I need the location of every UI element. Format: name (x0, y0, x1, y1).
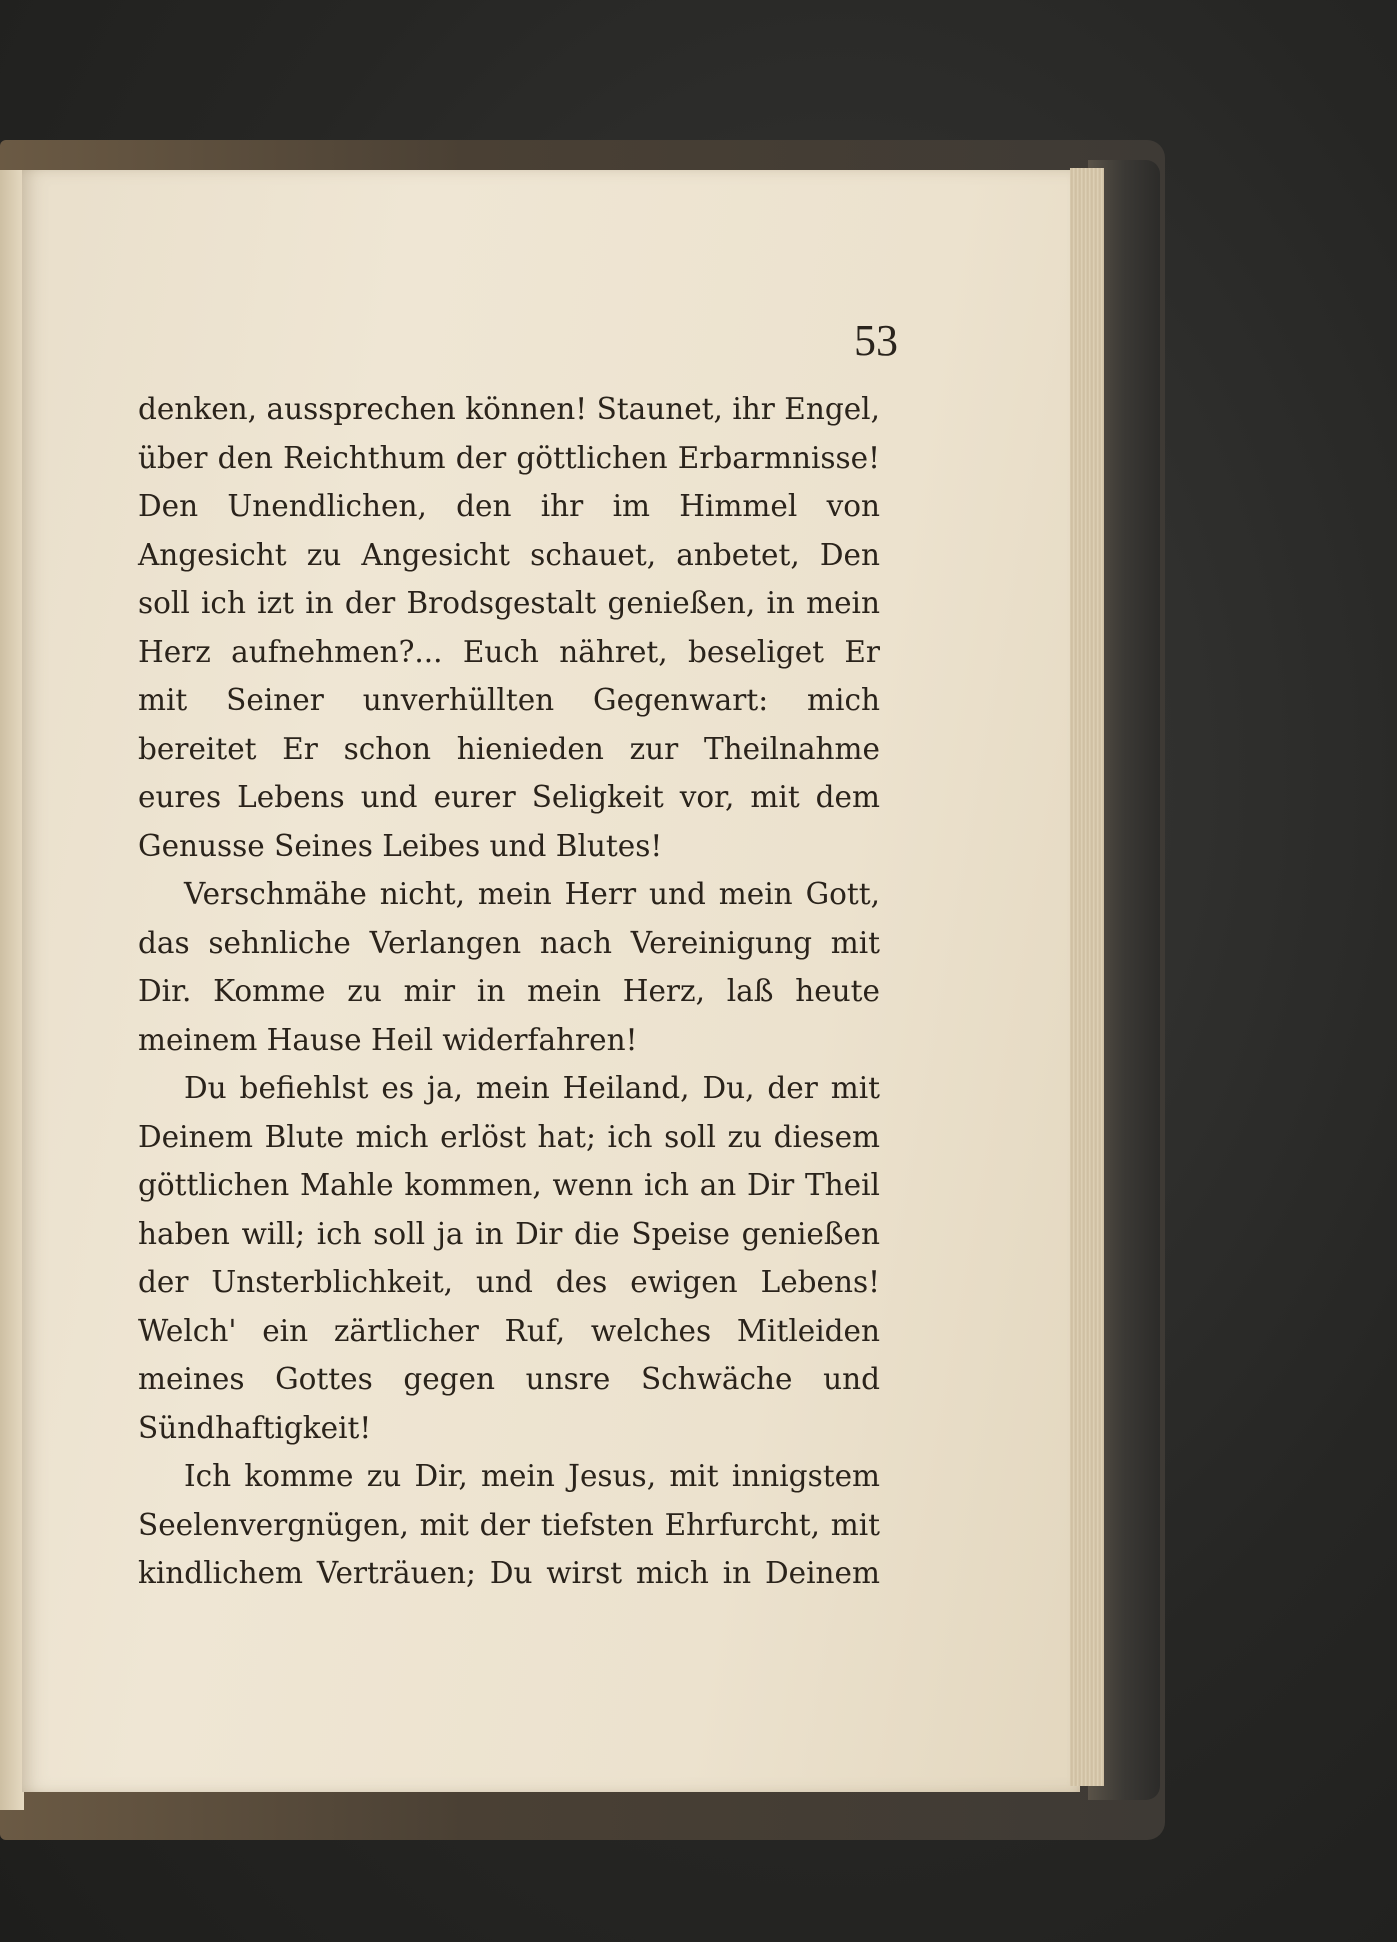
paragraph-4: Ich komme zu Dir, mein Jesus, mit innigstem Seelenvergnügen, mit der tiefsten Ehrfurcht, mit kindlichem Verträuen; Du wirst mich in Deinem (138, 1459, 880, 1590)
paragraph-1: denken, aussprechen können! Staunet, ihr Engel, über den Reichthum der göttlichen Erbarmnisse! Den Unendlichen, den ihr im Himmel von Angesicht zu Angesicht schauet, anbetet, Den soll ich izt in der Brodsgestalt genießen, in mein Herz aufnehmen?... Euch nähret, beseliget Er mit Seiner unverhüllten Gegenwart: mich bereitet Er schon hienieden zur Theilnahme eures Lebens und eurer Seligkeit vor, mit dem Genusse Seines Leibes und Blutes! (138, 392, 880, 863)
paragraph-3: Du befiehlst es ja, mein Heiland, Du, der mit Deinem Blute mich erlöst hat; ich soll zu diesem göttlichen Mahle kommen, wenn ich an Dir Theil haben will; ich soll ja in Dir die Speise genießen der Unsterblichkeit, und des ewigen Lebens! Welch' ein zärtlicher Ruf, welches Mitleiden meines Gottes gegen unsre Schwäche und Sündhaftigkeit! (138, 1071, 880, 1445)
page-number: 53 (854, 316, 898, 365)
previous-page-edge (0, 170, 24, 1810)
page-text (138, 385, 880, 1598)
paragraph-2: Verschmähe nicht, mein Herr und mein Gott, das sehnliche Verlangen nach Vereinigung mit Dir. Komme zu mir in mein Herz, laß heute meinem Hause Heil widerfahren! (138, 877, 880, 1057)
page-stack-edge (1070, 168, 1104, 1786)
